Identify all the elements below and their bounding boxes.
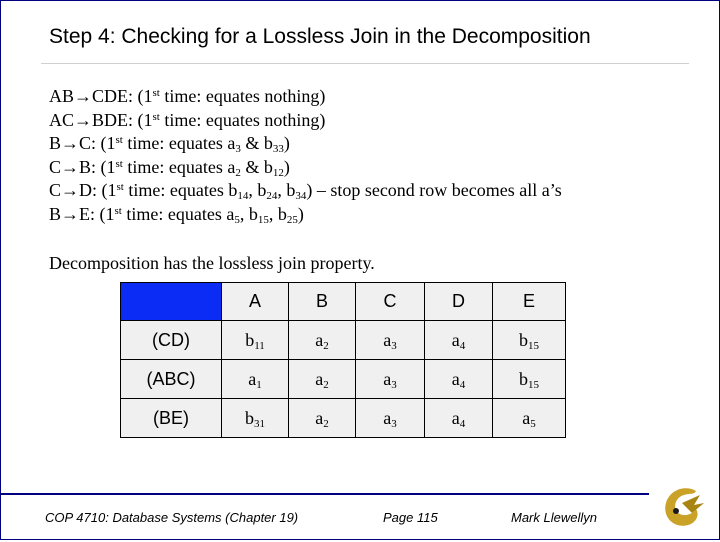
conclusion-text: Decomposition has the lossless join property. bbox=[49, 253, 375, 273]
cell-subscript: 4 bbox=[459, 339, 466, 352]
ordinal-suffix: st bbox=[152, 110, 160, 123]
matrix-column-header: E bbox=[493, 283, 566, 321]
dependency-line bbox=[49, 85, 562, 109]
iteration-text: : (1 bbox=[128, 86, 153, 106]
dependency-rhs: D bbox=[79, 180, 93, 201]
cell-base: b bbox=[245, 407, 254, 428]
arrow-icon: → bbox=[61, 203, 80, 224]
arrow-icon: → bbox=[61, 180, 80, 201]
closing-text: ) bbox=[297, 203, 304, 224]
symbol-base: a bbox=[227, 156, 236, 177]
separator-text: , bbox=[268, 203, 278, 224]
dependency-lhs: AC bbox=[49, 109, 75, 130]
footer-rule bbox=[1, 493, 649, 495]
separator-text: , bbox=[277, 180, 287, 201]
cell-base: b bbox=[519, 329, 528, 350]
equates-text: time: equates nothing) bbox=[159, 109, 326, 130]
dependency-list bbox=[49, 85, 562, 227]
cell-base: a bbox=[315, 407, 324, 428]
cell-subscript: 4 bbox=[459, 378, 466, 391]
equates-text: time: equates bbox=[122, 156, 228, 177]
cell-subscript: 15 bbox=[528, 378, 539, 391]
symbol-subscript: 25 bbox=[286, 213, 298, 226]
cell-base: a bbox=[248, 368, 257, 389]
matrix-cell bbox=[493, 360, 566, 399]
cell-base: a bbox=[451, 368, 460, 389]
closing-text: ) – stop second row becomes all a’s bbox=[306, 180, 562, 201]
dependency-rhs: C bbox=[79, 133, 92, 154]
iteration-text: : (1 bbox=[91, 156, 116, 177]
cell-base: a bbox=[522, 407, 531, 428]
matrix-row bbox=[121, 321, 566, 360]
symbol-subscript: 24 bbox=[266, 190, 278, 203]
cell-base: a bbox=[315, 329, 324, 350]
dependency-rhs: BDE bbox=[92, 109, 129, 130]
separator-text: , bbox=[248, 180, 258, 201]
matrix-column-header: B bbox=[289, 283, 356, 321]
dependency-rhs: B bbox=[79, 156, 92, 177]
cell-base: b bbox=[519, 368, 528, 389]
dependency-lhs: C bbox=[49, 180, 62, 201]
cell-subscript: 31 bbox=[254, 417, 265, 430]
equates-text: time: equates bbox=[123, 180, 229, 201]
ucf-pegasus-logo-icon bbox=[652, 477, 712, 537]
ordinal-suffix: st bbox=[152, 87, 160, 99]
matrix-cell bbox=[289, 321, 356, 360]
iteration-text: : (1 bbox=[91, 133, 116, 154]
matrix-cell bbox=[222, 321, 289, 360]
symbol-subscript: 14 bbox=[237, 190, 249, 203]
cell-subscript: 15 bbox=[528, 339, 539, 352]
matrix-row bbox=[121, 399, 566, 438]
matrix-cell bbox=[425, 399, 493, 438]
cell-subscript: 2 bbox=[323, 378, 329, 391]
matrix-column-header: C bbox=[356, 283, 425, 321]
matrix-row bbox=[121, 360, 566, 399]
slide-title: Step 4: Checking for a Lossless Join in the Decomposition bbox=[49, 25, 591, 48]
symbol-subscript: 5 bbox=[234, 213, 240, 226]
matrix-cell bbox=[356, 360, 425, 399]
matrix-row-label: (BE) bbox=[121, 399, 222, 438]
dependency-line bbox=[49, 156, 562, 180]
matrix-cell bbox=[493, 399, 566, 438]
cell-subscript: 2 bbox=[323, 417, 329, 430]
matrix-corner-cell bbox=[121, 283, 222, 321]
cell-base: a bbox=[383, 329, 392, 350]
arrow-icon: → bbox=[74, 109, 93, 130]
cell-subscript: 11 bbox=[254, 339, 265, 352]
cell-base: a bbox=[451, 407, 460, 428]
symbol-base: b bbox=[228, 180, 238, 201]
cell-subscript: 3 bbox=[391, 417, 397, 430]
dependency-line bbox=[49, 203, 562, 227]
arrow-icon: → bbox=[74, 86, 93, 106]
separator-text: & bbox=[240, 156, 264, 177]
dependency-line bbox=[49, 132, 562, 156]
lossless-join-matrix bbox=[120, 282, 566, 438]
iteration-text: : (1 bbox=[128, 109, 153, 130]
matrix-cell bbox=[289, 360, 356, 399]
matrix-row-label: (ABC) bbox=[121, 360, 222, 399]
symbol-subscript: 33 bbox=[272, 143, 284, 156]
arrow-icon: → bbox=[61, 133, 80, 154]
cell-subscript: 5 bbox=[530, 417, 536, 430]
matrix-cell bbox=[222, 360, 289, 399]
cell-subscript: 4 bbox=[459, 417, 466, 430]
dependency-lhs: C bbox=[49, 156, 62, 177]
ordinal-suffix: st bbox=[116, 181, 124, 194]
equates-text: time: equates nothing) bbox=[159, 86, 326, 106]
cell-base: a bbox=[383, 407, 392, 428]
dependency-rhs: E bbox=[79, 203, 91, 224]
symbol-subscript: 2 bbox=[235, 166, 241, 179]
dependency-line bbox=[49, 109, 562, 133]
matrix-cell bbox=[222, 399, 289, 438]
footer-author: Mark Llewellyn bbox=[511, 510, 597, 525]
symbol-subscript: 3 bbox=[235, 143, 241, 156]
closing-text: ) bbox=[283, 156, 290, 177]
cell-subscript: 3 bbox=[391, 378, 397, 391]
symbol-base: b bbox=[263, 133, 273, 154]
footer-page-number: Page 115 bbox=[383, 510, 438, 525]
matrix-row-label: (CD) bbox=[121, 321, 222, 360]
dependency-lhs: B bbox=[49, 133, 62, 154]
closing-text: ) bbox=[283, 133, 290, 154]
dependency-lhs: B bbox=[49, 203, 62, 224]
separator-text: , bbox=[239, 203, 249, 224]
matrix-cell bbox=[289, 399, 356, 438]
ordinal-suffix: st bbox=[115, 134, 123, 147]
title-divider bbox=[41, 63, 689, 64]
symbol-base: b bbox=[263, 156, 273, 177]
matrix-column-header: A bbox=[222, 283, 289, 321]
symbol-base: b bbox=[286, 180, 296, 201]
slide-footer bbox=[1, 493, 719, 539]
symbol-base: b bbox=[257, 180, 267, 201]
matrix-cell bbox=[425, 321, 493, 360]
symbol-base: b bbox=[248, 203, 258, 224]
matrix-column-header: D bbox=[425, 283, 493, 321]
matrix-header-row bbox=[121, 283, 566, 321]
arrow-icon: → bbox=[61, 156, 80, 177]
cell-base: a bbox=[315, 368, 324, 389]
matrix-cell bbox=[425, 360, 493, 399]
cell-base: a bbox=[383, 368, 392, 389]
symbol-base: a bbox=[226, 203, 235, 224]
symbol-base: a bbox=[227, 133, 236, 154]
matrix-cell bbox=[356, 321, 425, 360]
symbol-subscript: 34 bbox=[295, 190, 307, 203]
symbol-subscript: 12 bbox=[272, 166, 284, 179]
cell-base: b bbox=[245, 329, 255, 350]
iteration-text: : (1 bbox=[92, 180, 117, 201]
equates-text: time: equates bbox=[121, 203, 227, 224]
dependency-rhs: CDE bbox=[92, 86, 129, 106]
separator-text: & bbox=[240, 133, 264, 154]
cell-subscript: 2 bbox=[323, 339, 329, 352]
cell-subscript: 3 bbox=[391, 339, 397, 352]
dependency-line bbox=[49, 179, 562, 203]
cell-subscript: 1 bbox=[256, 378, 262, 391]
ordinal-suffix: st bbox=[114, 204, 122, 217]
iteration-text: : (1 bbox=[90, 203, 115, 224]
footer-course: COP 4710: Database Systems (Chapter 19) bbox=[45, 510, 299, 525]
dependency-lhs: AB bbox=[49, 86, 75, 106]
matrix-cell bbox=[493, 321, 566, 360]
symbol-base: b bbox=[277, 203, 287, 224]
symbol-subscript: 15 bbox=[257, 213, 269, 226]
matrix-cell bbox=[356, 399, 425, 438]
cell-base: a bbox=[451, 329, 460, 350]
ordinal-suffix: st bbox=[115, 157, 123, 170]
equates-text: time: equates bbox=[122, 133, 228, 154]
